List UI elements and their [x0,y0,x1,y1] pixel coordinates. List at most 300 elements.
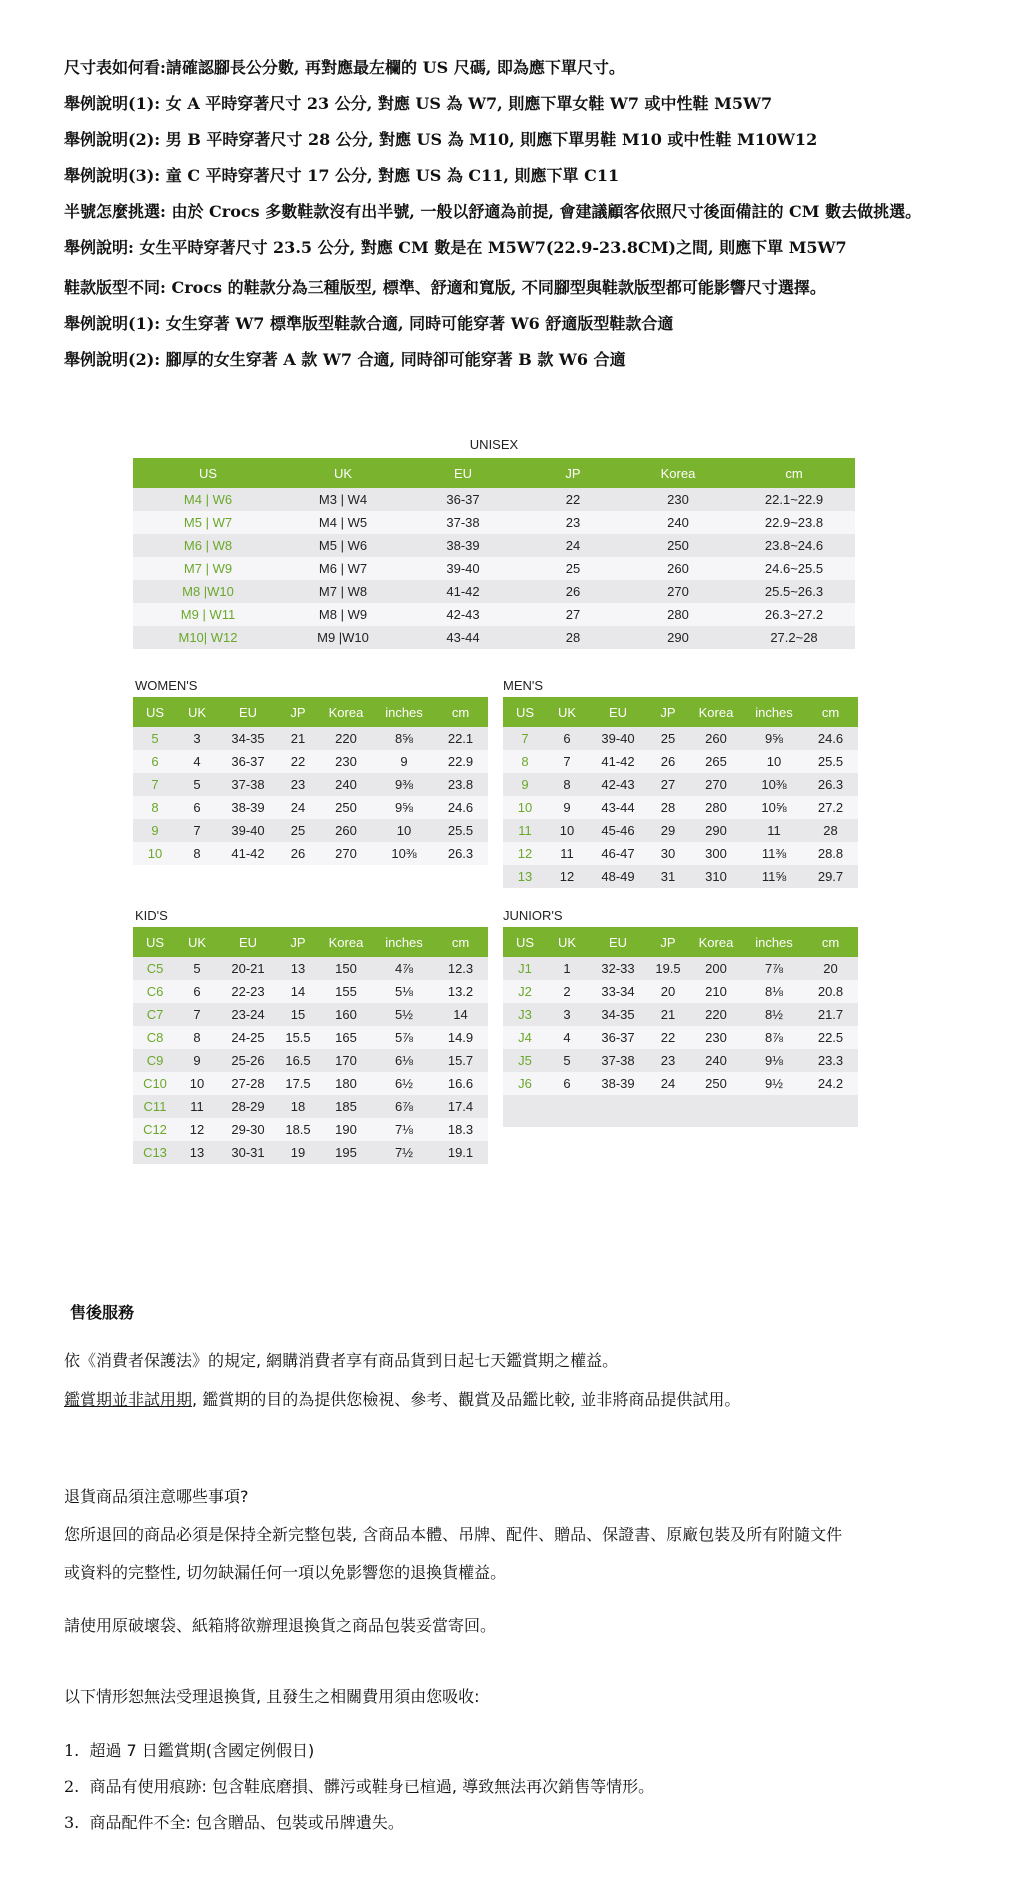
column-header: UK [547,697,587,727]
table-cell: 45-46 [587,819,649,842]
table-cell: 22.1 [433,727,488,750]
consumer-protection-line: 依《消費者保護法》的規定, 網購消費者享有商品貨到日起七天鑑賞期之權益。 [64,1351,619,1370]
table-cell: 38-39 [403,534,523,557]
womens-size-table [133,697,488,865]
table-header-row [503,697,858,727]
table-cell: 22-23 [217,980,279,1003]
table-row [133,557,855,580]
table-row [133,1095,488,1118]
table-cell: 265 [687,750,745,773]
table-cell: 33-34 [587,980,649,1003]
table-cell: 8⅝ [375,727,433,750]
table-cell: 4 [547,1026,587,1049]
table-cell: 25.5~26.3 [733,580,855,603]
table-row [133,626,855,649]
returns-para-1a: 您所退回的商品必須是保持全新完整包裝, 含商品本體、吊牌、配件、贈品、保證書、原廠包裝及所有附隨文件 [64,1525,843,1544]
table-cell: 12.3 [433,957,488,980]
table-cell: 240 [687,1049,745,1072]
table-cell: 24.6 [803,727,858,750]
table-row [133,580,855,603]
us-size-cell: J6 [503,1072,547,1095]
intro-line: 尺寸表如何看:請確認腳長公分數, 再對應最左欄的 US 尺碼, 即為應下單尺寸。 [64,58,625,77]
table-row [133,1026,488,1049]
table-cell: 34-35 [217,727,279,750]
table-cell: 9 [375,750,433,773]
column-header: JP [279,697,317,727]
table-cell: 48-49 [587,865,649,888]
table-row [133,1118,488,1141]
table-cell: 165 [317,1026,375,1049]
table-cell: 21.7 [803,1003,858,1026]
appreciation-rest-text: , 鑑賞期的目的為提供您檢視、參考、觀賞及品鑑比較, 並非將商品提供試用。 [192,1390,741,1409]
table-cell: 6 [177,980,217,1003]
returns-para-1b: 或資料的完整性, 切勿缺漏任何一項以免影響您的退換貨權益。 [64,1563,507,1582]
table-cell: 41-42 [587,750,649,773]
table-cell: 28-29 [217,1095,279,1118]
table-cell: 24.6 [433,796,488,819]
intro-line: 舉例說明(1): 女生穿著 W7 標準版型鞋款合適, 同時可能穿著 W6 舒適版型鞋款合適 [64,314,674,333]
table-cell: 16.6 [433,1072,488,1095]
table-cell: 7⅞ [745,957,803,980]
table-cell: 310 [687,865,745,888]
table-cell: 14 [279,980,317,1003]
table-cell: 21 [279,727,317,750]
column-header: cm [433,697,488,727]
table-cell: 13.2 [433,980,488,1003]
table-cell: 5 [547,1049,587,1072]
returns-item-number: 2. [64,1777,80,1796]
intro-line: 舉例說明: 女生平時穿著尺寸 23.5 公分, 對應 CM 數是在 M5W7(22.9-23.8CM)之間, 則應下單 M5W7 [64,238,847,257]
table-cell: 15.5 [279,1026,317,1049]
table-cell: 32-33 [587,957,649,980]
table-cell: 29 [649,819,687,842]
column-header: JP [279,927,317,957]
table-cell: 25 [279,819,317,842]
us-size-cell: 8 [133,796,177,819]
table-cell: 9 [547,796,587,819]
us-size-cell: C6 [133,980,177,1003]
column-header: Korea [623,458,733,488]
table-row [133,980,488,1003]
us-size-cell: C11 [133,1095,177,1118]
table-cell: 6⅞ [375,1095,433,1118]
column-header: Korea [317,697,375,727]
column-header: UK [547,927,587,957]
table-cell: 13 [177,1141,217,1164]
table-cell: 16.5 [279,1049,317,1072]
us-size-cell: J2 [503,980,547,1003]
table-cell: 28.8 [803,842,858,865]
table-cell: 250 [623,534,733,557]
table-cell: 10⅜ [375,842,433,865]
table-row [503,865,858,888]
after-sales-section [64,1300,1004,1410]
column-header: EU [217,697,279,727]
table-cell: 23 [279,773,317,796]
table-cell: 220 [687,1003,745,1026]
table-cell: 41-42 [403,580,523,603]
table-cell: 8½ [745,1003,803,1026]
column-header: cm [803,927,858,957]
table-cell: 23.3 [803,1049,858,1072]
table-cell: 4⅞ [375,957,433,980]
after-sales-heading: 售後服務 [70,1303,135,1322]
mens-size-table [503,697,858,888]
table-cell: 22.9 [433,750,488,773]
table-cell: 7⅛ [375,1118,433,1141]
table-cell: 9⅜ [375,773,433,796]
table-cell: 27.2 [803,796,858,819]
table-cell: 280 [687,796,745,819]
table-cell: 19.5 [649,957,687,980]
table-cell: 290 [687,819,745,842]
column-header: EU [403,458,523,488]
table-cell: 23 [649,1049,687,1072]
table-cell: 15 [279,1003,317,1026]
table-row [503,750,858,773]
table-cell: 11 [177,1095,217,1118]
table-cell: 230 [687,1026,745,1049]
table-cell: 38-39 [587,1072,649,1095]
table-cell: 19.1 [433,1141,488,1164]
column-header: inches [375,927,433,957]
table-cell: 25 [523,557,623,580]
table-cell: 10 [745,750,803,773]
column-header: EU [587,927,649,957]
table-cell: 180 [317,1072,375,1095]
us-size-cell: J1 [503,957,547,980]
table-cell: 38-39 [217,796,279,819]
us-size-cell: J5 [503,1049,547,1072]
table-cell: 18.5 [279,1118,317,1141]
us-size-cell: M8 |W10 [133,580,283,603]
column-header: US [503,697,547,727]
table-cell: 24.6~25.5 [733,557,855,580]
table-cell: 22 [649,1026,687,1049]
table-cell: 8 [547,773,587,796]
intro-line: 鞋款版型不同: Crocs 的鞋款分為三種版型, 標準、舒適和寬版, 不同腳型與鞋款版型都可能影響尺寸選擇。 [64,278,826,297]
table-cell: 42-43 [403,603,523,626]
table-cell: 300 [687,842,745,865]
us-size-cell: M4 | W6 [133,488,283,511]
column-header: cm [433,927,488,957]
table-row [133,750,488,773]
table-cell: 24 [523,534,623,557]
table-cell: 24.2 [803,1072,858,1095]
appreciation-not-trial-text: 鑑賞期並非試用期 [64,1390,193,1409]
table-cell: 240 [623,511,733,534]
column-header: UK [283,458,403,488]
table-cell: 155 [317,980,375,1003]
table-cell: 22.1~22.9 [733,488,855,511]
table-cell: 25-26 [217,1049,279,1072]
table-row [503,957,858,980]
table-cell: 10⅝ [745,796,803,819]
column-header: UK [177,927,217,957]
us-size-cell: 9 [133,819,177,842]
table-cell: 270 [687,773,745,796]
table-cell: 43-44 [403,626,523,649]
table-row [133,773,488,796]
table-cell: 7 [177,819,217,842]
column-header: EU [587,697,649,727]
table-cell: 23.8~24.6 [733,534,855,557]
table-cell: 200 [687,957,745,980]
table-cell: 37-38 [217,773,279,796]
kids-size-table [133,927,488,1164]
table-cell: 26 [523,580,623,603]
returns-para-3: 以下情形恕無法受理退換貨, 且發生之相關費用須由您吸收: [64,1687,480,1706]
returns-para-2: 請使用原破壞袋、紙箱將欲辦理退換貨之商品包裝妥當寄回。 [64,1616,497,1635]
us-size-cell: J3 [503,1003,547,1026]
table-cell: 23-24 [217,1003,279,1026]
table-cell: 39-40 [587,727,649,750]
table-cell: 280 [623,603,733,626]
table-cell: 14.9 [433,1026,488,1049]
us-size-cell: C8 [133,1026,177,1049]
returns-item-text: 商品有使用痕跡: 包含鞋底磨損、髒污或鞋身已楦過, 導致無法再次銷售等情形。 [89,1777,655,1796]
us-size-cell: 6 [133,750,177,773]
table-row [503,842,858,865]
intro-line: 舉例說明(2): 男 B 平時穿著尺寸 28 公分, 對應 US 為 M10, 則應下單男鞋 M10 或中性鞋 M10W12 [64,130,818,149]
us-size-cell: 13 [503,865,547,888]
table-cell: 17.5 [279,1072,317,1095]
table-cell: 29.7 [803,865,858,888]
table-cell: 150 [317,957,375,980]
table-row [133,603,855,626]
table-cell: 28 [803,819,858,842]
table-header-row [133,697,488,727]
table-cell: 195 [317,1141,375,1164]
table-cell: 20.8 [803,980,858,1003]
column-header: Korea [317,927,375,957]
table-cell: 43-44 [587,796,649,819]
table-cell: 26.3 [803,773,858,796]
table-cell: 8⅞ [745,1026,803,1049]
table-cell: 230 [317,750,375,773]
returns-heading: 退貨商品須注意哪些事項? [64,1487,249,1506]
us-size-cell: 11 [503,819,547,842]
column-header: inches [745,697,803,727]
table-row [133,488,855,511]
table-cell: 24 [279,796,317,819]
column-header: cm [803,697,858,727]
us-size-cell: C5 [133,957,177,980]
returns-item-text: 超過 7 日鑑賞期(含國定例假日) [89,1741,315,1760]
table-cell: 17.4 [433,1095,488,1118]
returns-section [64,1484,1004,1833]
table-cell: 13 [279,957,317,980]
unisex-size-table [133,458,855,649]
column-header: US [133,927,177,957]
intro-line: 半號怎麼挑選: 由於 Crocs 多數鞋款沒有出半號, 一般以舒適為前提, 會建議顧客依照尺寸後面備註的 CM 數去做挑選。 [64,202,922,221]
table-cell: 27-28 [217,1072,279,1095]
table-cell: 260 [317,819,375,842]
table-header-row [503,927,858,957]
table-cell: 24-25 [217,1026,279,1049]
table-cell: 3 [547,1003,587,1026]
table-cell: 260 [623,557,733,580]
table-cell: 10⅜ [745,773,803,796]
table-cell: 27 [649,773,687,796]
table-cell: M7 | W8 [283,580,403,603]
table-cell: 6 [177,796,217,819]
table-cell: 190 [317,1118,375,1141]
table-cell: 46-47 [587,842,649,865]
table-row [133,957,488,980]
table-cell: 29-30 [217,1118,279,1141]
returns-list-item [64,1738,1004,1761]
us-size-cell: M5 | W7 [133,511,283,534]
table-cell: 12 [547,865,587,888]
table-cell: M4 | W5 [283,511,403,534]
table-cell: 11 [547,842,587,865]
us-size-cell: 10 [503,796,547,819]
mens-title: MEN'S [503,678,544,693]
table-row [133,796,488,819]
table-cell: 240 [317,773,375,796]
table-row [503,1049,858,1072]
table-cell: 5⅛ [375,980,433,1003]
table-cell: 9⅝ [375,796,433,819]
table-cell: 39-40 [217,819,279,842]
returns-item-text: 商品配件不全: 包含贈品、包裝或吊牌遺失。 [89,1813,404,1832]
table-cell: 30-31 [217,1141,279,1164]
table-cell: 42-43 [587,773,649,796]
table-cell: M6 | W7 [283,557,403,580]
table-cell: 22.9~23.8 [733,511,855,534]
us-size-cell: M10| W12 [133,626,283,649]
table-cell: 30 [649,842,687,865]
womens-title: WOMEN'S [135,678,198,693]
table-cell: 5 [177,773,217,796]
us-size-cell: 8 [503,750,547,773]
table-cell: 24 [649,1072,687,1095]
table-cell: 21 [649,1003,687,1026]
table-cell: 250 [317,796,375,819]
table-cell: 220 [317,727,375,750]
table-cell: 6 [547,1072,587,1095]
table-cell: 39-40 [403,557,523,580]
column-header: cm [733,458,855,488]
appreciation-period-line [64,1387,1004,1410]
intro-line: 舉例說明(3): 童 C 平時穿著尺寸 17 公分, 對應 US 為 C11, 則應下單 C11 [64,166,620,185]
table-row [133,534,855,557]
table-cell: 290 [623,626,733,649]
us-size-cell: M9 | W11 [133,603,283,626]
returns-item-number: 3. [64,1813,80,1832]
table-cell: 230 [623,488,733,511]
table-cell: 10 [177,1072,217,1095]
table-cell: 14 [433,1003,488,1026]
table-cell: 22 [523,488,623,511]
us-size-cell: C12 [133,1118,177,1141]
table-cell: 20 [803,957,858,980]
us-size-cell: C13 [133,1141,177,1164]
table-row [133,1141,488,1164]
column-header: US [133,458,283,488]
table-cell: 25.5 [803,750,858,773]
us-size-cell: 5 [133,727,177,750]
table-cell: 1 [547,957,587,980]
table-cell: 8⅛ [745,980,803,1003]
table-cell: 5 [177,957,217,980]
table-cell: 20-21 [217,957,279,980]
juniors-size-table [503,927,858,1127]
intro-line: 舉例說明(1): 女 A 平時穿著尺寸 23 公分, 對應 US 為 W7, 則應下單女鞋 W7 或中性鞋 M5W7 [64,94,773,113]
column-header: EU [217,927,279,957]
column-header: JP [649,927,687,957]
table-cell: 36-37 [403,488,523,511]
unisex-title: UNISEX [469,437,519,452]
table-cell: 20 [649,980,687,1003]
table-row [133,842,488,865]
table-cell: 6⅛ [375,1049,433,1072]
table-row [503,819,858,842]
table-cell: 18.3 [433,1118,488,1141]
table-row [503,773,858,796]
table-cell: 18 [279,1095,317,1118]
us-size-cell: J4 [503,1026,547,1049]
table-row [503,796,858,819]
table-cell: 15.7 [433,1049,488,1072]
table-cell: 10 [375,819,433,842]
table-cell: 260 [687,727,745,750]
table-cell: 37-38 [587,1049,649,1072]
table-row [133,511,855,534]
table-row [133,1003,488,1026]
table-cell: 36-37 [587,1026,649,1049]
empty-row [503,1095,858,1127]
intro-line: 舉例說明(2): 腳厚的女生穿著 A 款 W7 合適, 同時卻可能穿著 B 款 W6 合適 [64,350,626,369]
table-row [133,819,488,842]
us-size-cell: 9 [503,773,547,796]
us-size-cell: 7 [133,773,177,796]
table-cell: 210 [687,980,745,1003]
us-size-cell: C9 [133,1049,177,1072]
table-cell: 9 [177,1049,217,1072]
empty-cell [503,1095,858,1127]
juniors-title: JUNIOR'S [503,908,563,923]
table-cell: 36-37 [217,750,279,773]
table-cell: 26 [279,842,317,865]
table-row [133,1049,488,1072]
table-cell: 23.8 [433,773,488,796]
table-cell: 22 [279,750,317,773]
table-cell: 11 [745,819,803,842]
table-cell: 5½ [375,1003,433,1026]
us-size-cell: C10 [133,1072,177,1095]
table-cell: 7 [547,750,587,773]
table-cell: 9⅛ [745,1049,803,1072]
table-cell: 37-38 [403,511,523,534]
column-header: US [133,697,177,727]
table-cell: 28 [523,626,623,649]
column-header: JP [523,458,623,488]
column-header: inches [745,927,803,957]
table-cell: 26.3~27.2 [733,603,855,626]
table-cell: 9½ [745,1072,803,1095]
table-cell: 7 [177,1003,217,1026]
table-cell: 185 [317,1095,375,1118]
table-cell: 170 [317,1049,375,1072]
table-row [503,727,858,750]
table-cell: 8 [177,842,217,865]
table-cell: 41-42 [217,842,279,865]
table-cell: 5⅞ [375,1026,433,1049]
column-header: Korea [687,697,745,727]
table-cell: M8 | W9 [283,603,403,626]
